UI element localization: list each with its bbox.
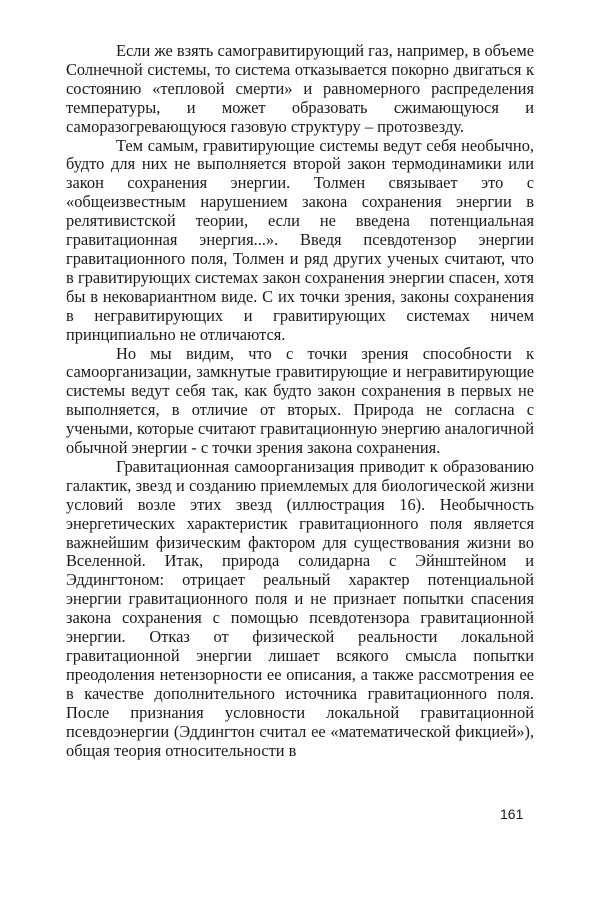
page-number: 161 — [500, 806, 524, 822]
paragraph-4: Гравитационная самоорганизация приводит к образованию галактик, звезд и созданию приемлемых для биологической жизни условий возле этих звезд (иллюстрация 16). Необычность энергетических характеристик гравитационного поля является важнейшим физическим фактором для существования жизни во Вселенной. Итак, природа солидарна с Эйнштейном и Эддингтоном: отрицает реальный характер потенциальной энергии гравитационного поля и не признает попытки спасения закона сохранения с помощью псевдотензора гравитационной энергии. Отказ от физической реальности локальной гравитационной энергии лишает всякого смысла попытки преодоления нетензорности ее описания, а также рассмотрения ее в качестве дополнительного источника гравитационного поля. После признания условности локальной гравитационной псевдоэнергии (Эддингтон считал ее «математической фикцией»), общая теория относительности в — [66, 456, 534, 760]
page-body — [66, 42, 534, 760]
paragraph-2: Тем самым, гравитирующие системы ведут себя необычно, будто для них не выполняется второй закон термодинамики или закон сохранения энергии. Толмен связывает это с «общеизвестным нарушением закона сохранения энергии в релятивистской теории, если не введена потенциальная гравитационная энергия...». Введя псевдотензор энергии гравитационного поля, Толмен и ряд других ученых считают, что в гравитирующих системах закон сохранения энергии спасен, хотя бы в нековариантном виде. С их точки зрения, законы сохранения в негравитирующих и гравитирующих системах ничем принципиально не отличаются. — [66, 135, 534, 344]
paragraph-1: Если же взять самогравитирующий газ, например, в объеме Солнечной системы, то система отказывается покорно двигаться к состоянию «тепловой смерти» и равномерного распределения температуры, и может образовать сжимающуюся и саморазогревающуюся газовую структуру – протозвезду. — [66, 41, 534, 136]
paragraph-3: Но мы видим, что с точки зрения способности к самоорганизации, замкнутые гравитирующие и негравитирующие системы ведут себя так, как будто закон сохранения в первых не выполняется, в отличие от вторых. Природа не согласна с учеными, которые считают гравитационную энергию аналогичной обычной энергии - с точки зрения закона сохранения. — [66, 343, 534, 458]
